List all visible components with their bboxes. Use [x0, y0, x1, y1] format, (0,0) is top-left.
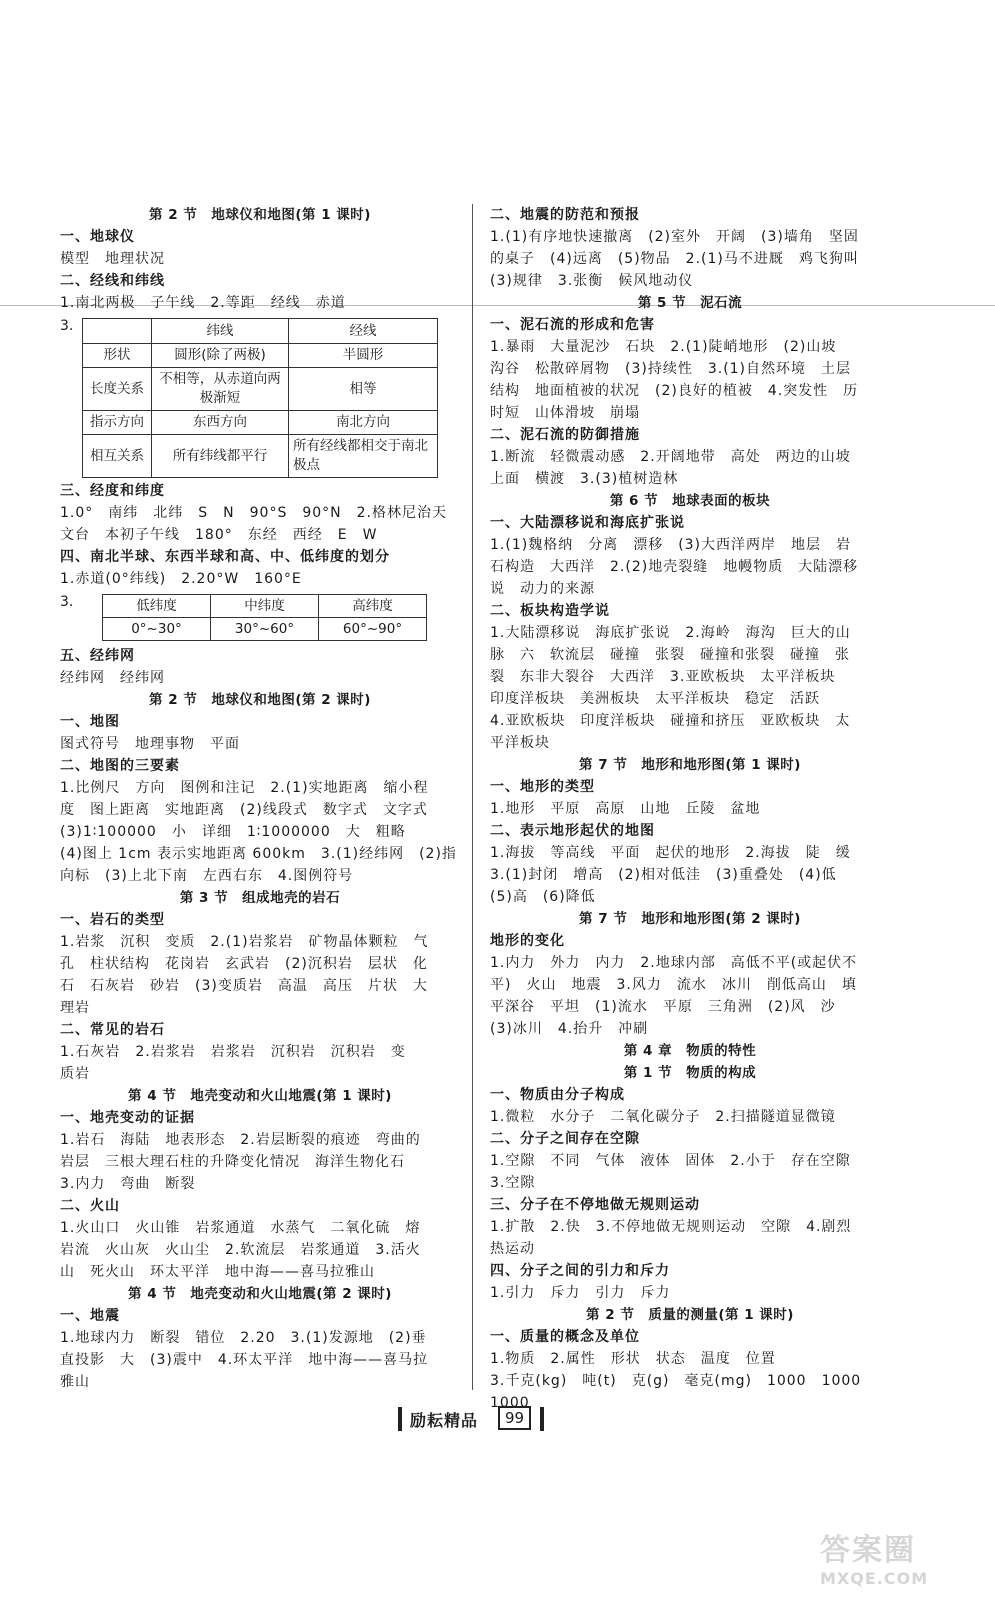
answer-line: 平深谷 平坦 (1)流水 平原 三角洲 (2)风 沙: [490, 999, 836, 1015]
table2-number: 3.: [60, 594, 74, 610]
answer-line: (4)图上 1cm 表示实地距离 600km 3.(1)经纬网 (2)指: [60, 846, 457, 862]
table1-cell: 不相等，从赤道向两极渐短: [152, 368, 289, 411]
section-title: 第 7 节 地形和地形图(第 1 课时): [579, 757, 801, 773]
answer-line: 1.(1)有序地快速撤离 (2)室外 开阔 (3)墙角 坚固: [490, 229, 859, 245]
answer-line: 雅山: [60, 1374, 90, 1390]
answer-line: (5)高 (6)降低: [490, 889, 596, 905]
table2-cell: 30°~60°: [211, 618, 319, 641]
left-block-a: [60, 204, 460, 314]
subsection-heading: 二、分子之间存在空隙: [490, 1131, 640, 1147]
subsection-heading: 一、地形的类型: [490, 779, 595, 795]
table1-cell: 相互关系: [83, 435, 152, 478]
answer-line: 模型 地理状况: [60, 251, 165, 267]
answer-line: 石 石灰岩 砂岩 (3)变质岩 高温 高压 片状 大: [60, 978, 428, 994]
table1-cell: 南北方向: [289, 411, 438, 435]
section-title: 第 1 节 物质的构成: [623, 1065, 757, 1081]
left-block-c: [60, 645, 460, 1393]
table1-cell: 半圆形: [289, 344, 438, 368]
answer-line: 1.(1)魏格纳 分离 漂移 (3)大西洋两岸 地层 岩: [490, 537, 852, 553]
table1-cell: 所有纬线都平行: [152, 435, 289, 478]
answer-line: 3.(1)封闭 增高 (2)相对低洼 (3)重叠处 (4)低: [490, 867, 837, 883]
answer-line: 文台 本初子午线 180° 东经 西经 E W: [60, 527, 378, 543]
answer-line: 说 动力的来源: [490, 581, 595, 597]
section-title: 第 7 节 地形和地形图(第 2 课时): [579, 911, 801, 927]
answer-line: 时短 山体滑坡 崩塌: [490, 405, 640, 421]
footer-bar-right: [540, 1407, 544, 1431]
table2-header-cell: 高纬度: [319, 595, 427, 618]
table1-header-cell: 纬线: [152, 319, 289, 344]
subsection-heading: 一、泥石流的形成和危害: [490, 317, 655, 333]
subsection-heading: 四、分子之间的引力和斥力: [490, 1263, 670, 1279]
subsection-heading: 一、地壳变动的证据: [60, 1110, 195, 1126]
answer-line: 1.0° 南纬 北纬 S N 90°S 90°N 2.格林尼治天: [60, 505, 447, 521]
table1-number: 3.: [60, 318, 74, 334]
answer-line: 岩流 火山灰 火山尘 2.软流层 岩浆通道 3.活火: [60, 1242, 421, 1258]
table2-wrap: [60, 594, 460, 641]
answer-line: 岩层 三根大理石柱的升降变化情况 海洋生物化石: [60, 1154, 405, 1170]
answer-line: 1.物质 2.属性 形状 状态 温度 位置: [490, 1351, 776, 1367]
subsection-heading: 一、岩石的类型: [60, 912, 165, 928]
answer-line: 结构 地面植被的状况 (2)良好的植被 4.突发性 历: [490, 383, 859, 399]
answer-line: 向标 (3)上北下南 左西右东 4.图例符号: [60, 868, 354, 884]
subsection-heading: 二、地震的防范和预报: [490, 207, 640, 223]
answer-line: 山 死火山 环太平洋 地中海——喜马拉雅山: [60, 1264, 375, 1280]
answer-line: 1.大陆漂移说 海底扩张说 2.海岭 海沟 巨大的山: [490, 625, 851, 641]
answer-line: 3.内力 弯曲 断裂: [60, 1176, 196, 1192]
answer-line: 1.地球内力 断裂 错位 2.20 3.(1)发源地 (2)垂: [60, 1330, 427, 1346]
answer-line: 1000: [490, 1395, 530, 1411]
subsection-heading: 二、板块构造学说: [490, 603, 610, 619]
table2-cell: 0°~30°: [103, 618, 211, 641]
latitude-table: [102, 594, 427, 641]
answer-line: 1.岩浆 沉积 变质 2.(1)岩浆岩 矿物晶体颗粒 气: [60, 934, 429, 950]
subsection-heading: 一、地图: [60, 714, 120, 730]
answer-line: 直投影 大 (3)震中 4.环太平洋 地中海——喜马拉: [60, 1352, 429, 1368]
answer-line: 印度洋板块 美洲板块 太平洋板块 稳定 活跃: [490, 691, 820, 707]
answer-line: 1.南北两极 子午线 2.等距 经线 赤道: [60, 295, 346, 311]
watermark-logo: [820, 1525, 970, 1588]
left-column: [60, 204, 460, 1393]
answer-line: 1.微粒 水分子 二氧化碳分子 2.扫描隧道显微镜: [490, 1109, 836, 1125]
answer-line: 1.暴雨 大量泥沙 石块 2.(1)陡峭地形 (2)山坡: [490, 339, 837, 355]
answer-line: 裂 东非大裂谷 大西洋 3.亚欧板块 太平洋板块: [490, 669, 836, 685]
answer-line: 沟谷 松散碎屑物 (3)持续性 3.(1)自然环境 土层: [490, 361, 852, 377]
answer-line: 经纬网 经纬网: [60, 670, 165, 686]
graticule-table: [82, 318, 438, 478]
answer-line: 4.亚欧板块 印度洋板块 碰撞和挤压 亚欧板块 太: [490, 713, 851, 729]
answer-line: 3.千克(kg) 吨(t) 克(g) 毫克(mg) 1000 1000: [490, 1373, 862, 1389]
watermark-text: 答案圈: [820, 1533, 916, 1568]
subsection-heading: 四、南北半球、东西半球和高、中、低纬度的划分: [60, 549, 390, 565]
column-divider: [472, 204, 473, 1390]
answer-line: 3.空隙: [490, 1175, 536, 1191]
answer-line: 孔 柱状结构 花岗岩 玄武岩 (2)沉积岩 层状 化: [60, 956, 428, 972]
subsection-heading: 地形的变化: [490, 933, 565, 949]
subsection-heading: 三、分子在不停地做无规则运动: [490, 1197, 700, 1213]
answer-line: 1.火山口 火山锥 岩浆通道 水蒸气 二氧化硫 熔: [60, 1220, 421, 1236]
section-title: 第 2 节 质量的测量(第 1 课时): [586, 1307, 794, 1323]
answer-line: 的桌子 (4)远离 (5)物品 2.(1)马不进厩 鸡飞狗叫: [490, 251, 859, 267]
table1-header-cell: [83, 319, 152, 344]
table1-cell: 东西方向: [152, 411, 289, 435]
subsection-heading: 一、物质由分子构成: [490, 1087, 625, 1103]
subsection-heading: 一、大陆漂移说和海底扩张说: [490, 515, 685, 531]
answer-line: 上面 横渡 3.(3)植树造林: [490, 471, 679, 487]
answer-line: 平洋板块: [490, 735, 550, 751]
table1-cell: 形状: [83, 344, 152, 368]
subsection-heading: 二、地图的三要素: [60, 758, 180, 774]
table2-header-cell: 低纬度: [103, 595, 211, 618]
watermark-url: MXQE.COM: [820, 1569, 929, 1588]
subsection-heading: 一、地球仪: [60, 229, 135, 245]
table2-header-cell: 中纬度: [211, 595, 319, 618]
left-block-b: [60, 480, 460, 590]
answer-line: 1.比例尺 方向 图例和注记 2.(1)实地距离 缩小程: [60, 780, 429, 796]
answer-line: (3)1∶100000 小 详细 1∶1000000 大 粗略: [60, 824, 406, 840]
answer-line: 1.海拔 等高线 平面 起伏的地形 2.海拔 陡 缓: [490, 845, 851, 861]
section-title: 第 2 节 地球仪和地图(第 2 课时): [149, 692, 371, 708]
page-footer: [398, 1405, 598, 1433]
answer-line: 脉 六 软流层 碰撞 张裂 碰撞和张裂 碰撞 张: [490, 647, 850, 663]
section-title: 第 5 节 泥石流: [637, 295, 743, 311]
answer-line: 1.断流 轻微震动感 2.开阔地带 高处 两边的山坡: [490, 449, 851, 465]
answer-line: 1.岩石 海陆 地表形态 2.岩层断裂的痕迹 弯曲的: [60, 1132, 421, 1148]
subsection-heading: 五、经纬网: [60, 648, 135, 664]
section-title: 第 4 节 地壳变动和火山地震(第 1 课时): [128, 1088, 392, 1104]
table1-wrap: [60, 318, 460, 478]
answer-line: 1.扩散 2.快 3.不停地做无规则运动 空隙 4.剧烈: [490, 1219, 852, 1235]
answer-line: 1.地形 平原 高原 山地 丘陵 盆地: [490, 801, 761, 817]
subsection-heading: 二、表示地形起伏的地图: [490, 823, 655, 839]
table1-cell: 长度关系: [83, 368, 152, 411]
answer-line: 质岩: [60, 1066, 90, 1082]
footer-bar-left: [398, 1407, 402, 1431]
subsection-heading: 三、经度和纬度: [60, 483, 165, 499]
answer-line: 1.石灰岩 2.岩浆岩 岩浆岩 沉积岩 沉积岩 变: [60, 1044, 406, 1060]
subsection-heading: 二、经线和纬线: [60, 273, 165, 289]
subsection-heading: 二、泥石流的防御措施: [490, 427, 640, 443]
table1-cell: 相等: [289, 368, 438, 411]
page-number: 99: [498, 1406, 531, 1430]
answer-line: 1.内力 外力 内力 2.地球内部 高低不平(或起伏不: [490, 955, 858, 971]
answer-line: 1.空隙 不同 气体 液体 固体 2.小于 存在空隙: [490, 1153, 851, 1169]
subsection-heading: 一、质量的概念及单位: [490, 1329, 640, 1345]
answer-line: 平) 火山 地震 3.风力 流水 冰川 削低高山 填: [490, 977, 857, 993]
section-title: 第 3 节 组成地壳的岩石: [179, 890, 341, 906]
table1-header-cell: 经线: [289, 319, 438, 344]
table2-cell: 60°~90°: [319, 618, 427, 641]
answer-line: 石构造 大西洋 2.(2)地壳裂缝 地幔物质 大陆漂移: [490, 559, 859, 575]
answer-line: (3)规律 3.张衡 候风地动仪: [490, 273, 694, 289]
section-title: 第 2 节 地球仪和地图(第 1 课时): [149, 207, 371, 223]
right-block: [490, 204, 890, 1414]
answer-line: (3)冰川 4.抬升 冲刷: [490, 1021, 649, 1037]
subsection-heading: 一、地震: [60, 1308, 120, 1324]
section-title: 第 4 节 地壳变动和火山地震(第 2 课时): [128, 1286, 392, 1302]
table1-cell: 所有经线都相交于南北极点: [289, 435, 438, 478]
brand-label: 励耘精品: [410, 1411, 479, 1430]
answer-line: 1.引力 斥力 引力 斥力: [490, 1285, 671, 1301]
right-column: [490, 204, 890, 1414]
section-title: 第 6 节 地球表面的板块: [609, 493, 771, 509]
table1-cell: 圆形(除了两极): [152, 344, 289, 368]
section-title: 第 4 章 物质的特性: [623, 1043, 757, 1059]
answer-line: 图式符号 地理事物 平面: [60, 736, 240, 752]
answer-line: 理岩: [60, 1000, 90, 1016]
answer-line: 热运动: [490, 1241, 535, 1257]
table1-cell: 指示方向: [83, 411, 152, 435]
subsection-heading: 二、火山: [60, 1198, 120, 1214]
subsection-heading: 二、常见的岩石: [60, 1022, 165, 1038]
answer-line: 度 图上距离 实地距离 (2)线段式 数字式 文字式: [60, 802, 428, 818]
answer-line: 1.赤道(0°纬线) 2.20°W 160°E: [60, 571, 302, 587]
